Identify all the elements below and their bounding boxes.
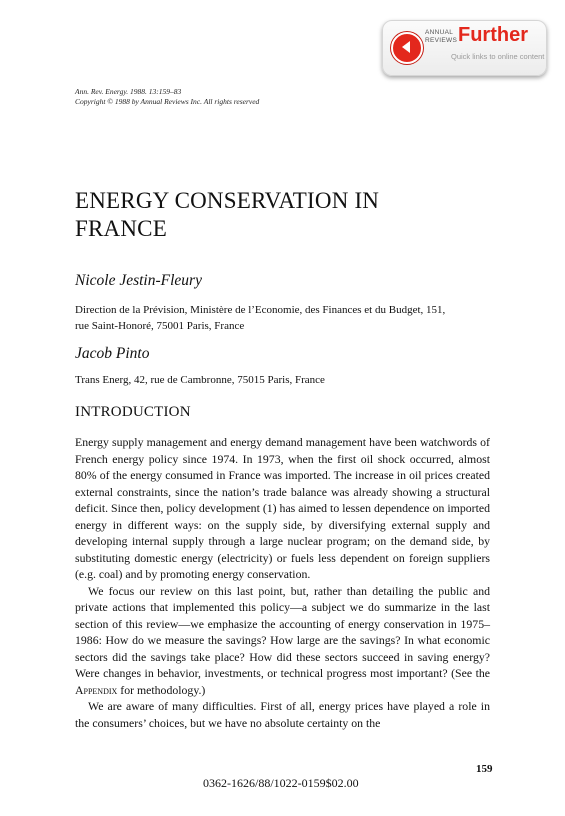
paragraph-2	[75, 583, 490, 699]
appendix-reference: Appendix	[75, 682, 118, 697]
author-affiliation-2	[75, 372, 495, 388]
author-name-1: Nicole Jestin-Fleury	[75, 272, 202, 289]
badge-title: Further	[458, 24, 528, 46]
affiliation-1-line-1: Direction de la Prévision, Ministère de l’Economie, des Finances et du Budget, 151,	[75, 304, 446, 316]
badge-subtitle: Quick links to online content	[451, 52, 545, 61]
paragraph-1: Energy supply management and energy demand management have been watchwords of French energy policy since 1974. In 1973, when the first oil shock occurred, almost 80% of the energy consumed in France was imported. The increase in oil prices created external constraints, since the nation’s trade balance was already showing a structural deficit. Since then, policy development (1) has aimed to lessen dependence on imported energy in different ways: on the supply side, by diversifying external supply and developing internal supply through a large nuclear program; on the demand side, by substituting domestic energy (electricity) or fuels less dependent on foreign suppliers (e.g. coal) and by promoting energy conservation.	[75, 435, 490, 581]
badge-publisher-label	[425, 29, 457, 44]
badge-publisher-line2: REVIEWS	[425, 36, 458, 44]
annual-reviews-further-badge[interactable]	[382, 20, 547, 76]
journal-citation	[75, 87, 259, 107]
body-text	[75, 434, 490, 731]
paragraph-2-text-b: for methodology.)	[117, 682, 206, 697]
page-number: 159	[476, 763, 493, 775]
badge-publisher-line1: ANNUAL	[425, 29, 454, 36]
title-line-2: FRANCE	[75, 216, 167, 241]
paragraph-3: We are aware of many difficulties. First of all, energy prices have played a role in the consumers’ choices, but we have no absolute certainty on the	[75, 699, 490, 730]
author-name-2: Jacob Pinto	[75, 345, 150, 362]
article-title	[75, 187, 495, 243]
title-line-1: ENERGY CONSERVATION IN	[75, 188, 380, 213]
paragraph-2-text-a: We focus our review on this last point, but, rather than detailing the public and private actions that implemented this policy—a subject we do summarize in the last section of this review—we emphasize the accounting of energy conservation in 1975–1986: How do we measure the savings? How large are the savings? In what economic sectors did the savings take place? How did these sectors succeed in saving energy? Were changes in behavior, investments, or technical progress most important? (See the	[75, 583, 490, 680]
citation-line-2: Copyright © 1988 by Annual Reviews Inc. All rights reserved	[75, 97, 260, 106]
section-heading: INTRODUCTION	[75, 404, 191, 420]
affiliation-1-line-2: rue Saint-Honoré, 75001 Paris, France	[75, 320, 245, 332]
article-code: 0362-1626/88/1022-0159$02.00	[203, 776, 359, 790]
citation-line-1: Ann. Rev. Energy. 1988. 13:159–83	[75, 87, 182, 96]
affiliation-2-line-1: Trans Energ, 42, rue de Cambronne, 75015 Paris, France	[75, 374, 325, 386]
author-affiliation-1	[75, 302, 495, 334]
back-arrow-icon	[391, 32, 423, 64]
